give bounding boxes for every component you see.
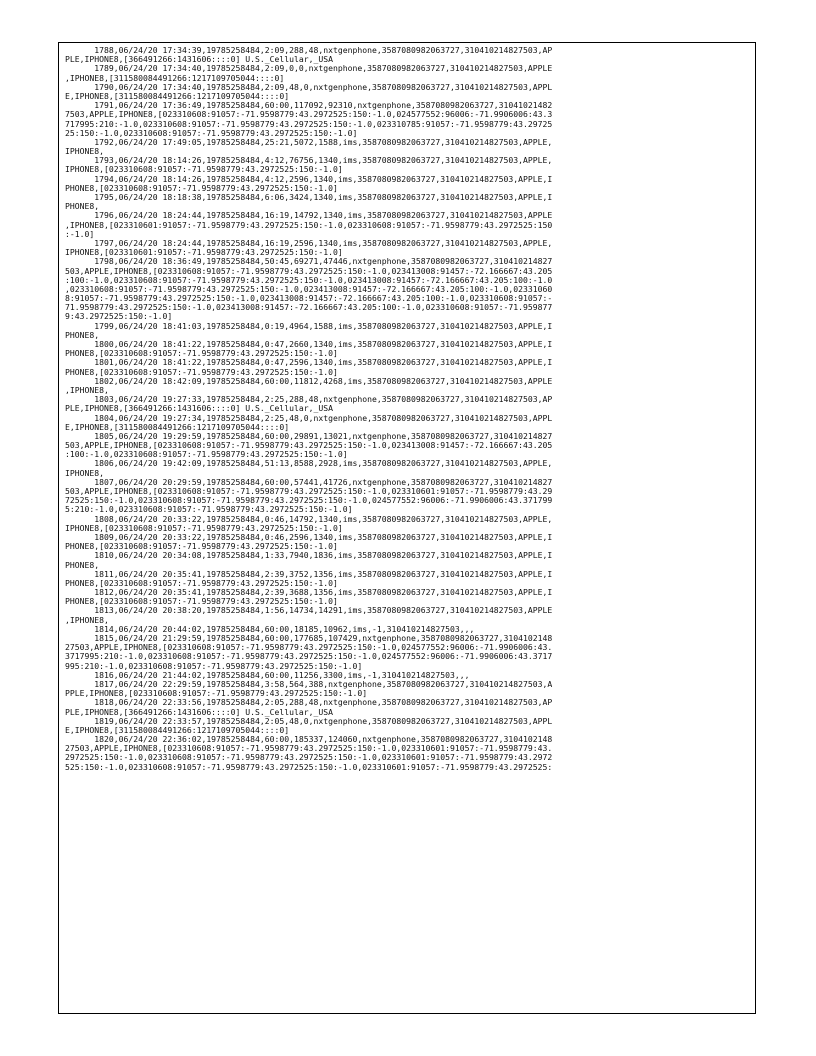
record-line: IPHONE8,[023310601:91057:-71.9598779:43.2972525:150:-1.0] [65,248,343,258]
record-line: 1806,06/24/20 19:42:09,19785258484,51:13,8588,2928,ims,3587080982063727,310410214827503,APPLE, [65,459,553,469]
record-line: 1812,06/24/20 20:35:41,19785258484,2:39,3688,1356,ims,3587080982063727,310410214827503,APPLE,I [65,588,553,598]
record-line: ,IPHONE8,[023310601:91057:-71.9598779:43.2972525:150:-1.0,023310608:91057:-71.9598779:43.2972525:150 [65,220,553,230]
record-line: 9:43.2972525:150:-1.0] [65,312,173,322]
record-line: 1817,06/24/20 22:29:59,19785258484,3:58,564,388,nxtgenphone,3587080982063727,310410214827503,A [65,679,553,689]
record-line: PHONE8, [65,202,100,212]
record-line: PHONE8,[023310608:91057:-71.9598779:43.2972525:150:-1.0] [65,183,338,193]
record-line: 2972525:150:-1.0,023310608:91057:-71.9598779:43.2972525:150:-1.0,023310601:91057:-71.9598779:43.2972 [65,753,553,763]
record-line: 1804,06/24/20 19:27:34,19785258484,2:25,48,0,nxtgenphone,3587080982063727,310410214827503,APPL [65,413,553,423]
record-line: PHONE8, [65,560,100,570]
record-line: 717995:210:-1.0,023310608:91057:-71.9598779:43.2972525:150:-1.0,023310785:91057:-71.9598779:43.29725 [65,119,553,129]
record-line: 1789,06/24/20 17:34:40,19785258484,2:09,0,0,nxtgenphone,3587080982063727,310410214827503,APPLE [65,64,553,74]
record-line: 1801,06/24/20 18:41:22,19785258484,0:47,2596,1340,ims,3587080982063727,310410214827503,APPLE,I [65,358,553,368]
record-line: 525:150:-1.0,023310608:91057:-71.9598779:43.2972525:150:-1.0,023310601:91057:-71.9598779:43.2972525: [65,762,553,772]
record-line: 1807,06/24/20 20:29:59,19785258484,60:00,57441,41726,nxtgenphone,3587080982063727,310410214827 [65,477,553,487]
record-line: :100:-1.0,023310608:91057:-71.9598779:43.2972525:150:-1.0,023413008:91457:-72.166667:43.205:100:-1.0 [65,275,553,285]
record-line: 1810,06/24/20 20:34:08,19785258484,1:33,7940,1836,ims,3587080982063727,310410214827503,APPLE,I [65,551,553,561]
record-line: 995:210:-1.0,023310608:91057:-71.9598779:43.2972525:150:-1.0] [65,661,363,671]
record-line: 503,APPLE,IPHONE8,[023310608:91057:-71.9598779:43.2972525:150:-1.0,023413008:91457:-72.166667:43.205 [65,266,553,276]
record-line: 25:150:-1.0,023310608:91057:-71.9598779:43.2972525:150:-1.0] [65,128,358,138]
record-line: 1791,06/24/20 17:36:49,19785258484,60:00,117092,92310,nxtgenphone,3587080982063727,31041021482 [65,101,553,111]
record-line: 1820,06/24/20 22:36:02,19785258484,60:00,185337,124060,nxtgenphone,3587080982063727,3104102148 [65,735,553,745]
record-line: 1794,06/24/20 18:14:26,19785258484,4:12,2596,1340,ims,3587080982063727,310410214827503,APPLE,I [65,174,553,184]
record-line: 1797,06/24/20 18:24:44,19785258484,16:19,2596,1340,ims,3587080982063727,310410214827503,APPLE, [65,238,553,248]
record-line: PLE,IPHONE8,[366491266:1431606::::0] U.S._Cellular,_USA [65,707,334,717]
record-line: 1788,06/24/20 17:34:39,19785258484,2:09,288,48,nxtgenphone,3587080982063727,310410214827503,AP [65,46,553,55]
record-line: PLE,IPHONE8,[366491266:1431606::::0] U.S._Cellular,_USA [65,404,334,414]
record-line: 1805,06/24/20 19:29:59,19785258484,60:00,29891,13021,nxtgenphone,3587080982063727,310410214827 [65,431,553,441]
record-line: E,IPHONE8,[311580084491266:1217109705044::::0] [65,422,290,432]
record-line: IPHONE8,[023310608:91057:-71.9598779:43.2972525:150:-1.0] [65,523,343,533]
record-line: E,IPHONE8,[311580084491266:1217109705044::::0] [65,91,290,101]
record-line: 1790,06/24/20 17:34:40,19785258484,2:09,48,0,nxtgenphone,3587080982063727,310410214827503,APPL [65,82,553,92]
record-line: ,IPHONE8,[311580084491266:1217109705044::::0] [65,73,285,83]
record-line: IPHONE8,[023310608:91057:-71.9598779:43.2972525:150:-1.0] [65,165,343,175]
record-line: 71.9598779:43.2972525:150:-1.0,023413008:91457:-72.166667:43.205:100:-1.0,023310608:91057:-71.959877 [65,303,553,313]
record-line: 7503,APPLE,IPHONE8,[023310608:91057:-71.9598779:43.2972525:150:-1.0,024577552:96006:-71.9906006:43.3 [65,110,553,120]
record-line: 1793,06/24/20 18:14:26,19785258484,4:12,76756,1340,ims,3587080982063727,310410214827503,APPLE, [65,156,553,166]
record-line: 1803,06/24/20 19:27:33,19785258484,2:25,288,48,nxtgenphone,3587080982063727,310410214827503,AP [65,395,553,405]
record-line: PHONE8, [65,330,100,340]
record-line: ,IPHONE8, [65,385,109,395]
record-line: 503,APPLE,IPHONE8,[023310608:91057:-71.9598779:43.2972525:150:-1.0,023310601:91057:-71.9598779:43.29 [65,487,553,496]
record-line: PPLE,IPHONE8,[023310608:91057:-71.9598779:43.2972525:150:-1.0] [65,689,368,699]
record-line: :100:-1.0,023310608:91057:-71.9598779:43.2972525:150:-1.0] [65,450,348,460]
record-line: 1819,06/24/20 22:33:57,19785258484,2:05,48,0,nxtgenphone,3587080982063727,310410214827503,APPL [65,716,553,726]
record-text [65,46,749,772]
record-line: PHONE8,[023310608:91057:-71.9598779:43.2972525:150:-1.0] [65,597,338,607]
record-line: IPHONE8, [65,468,104,478]
record-line: 1795,06/24/20 18:18:38,19785258484,6:06,3424,1340,ims,3587080982063727,310410214827503,APPLE,I [65,193,553,202]
record-line: 27503,APPLE,IPHONE8,[023310608:91057:-71.9598779:43.2972525:150:-1.0,023310601:91057:-71.9598779:43. [65,744,553,754]
record-line: 1818,06/24/20 22:33:56,19785258484,2:05,288,48,nxtgenphone,3587080982063727,310410214827503,AP [65,698,553,708]
record-line: E,IPHONE8,[311580084491266:1217109705044::::0] [65,725,290,735]
record-line: 1792,06/24/20 17:49:05,19785258484,25:21,5072,1588,ims,3587080982063727,310410214827503,APPLE, [65,137,553,147]
record-line: 1796,06/24/20 18:24:44,19785258484,16:19,14792,1340,ims,3587080982063727,310410214827503,APPLE [65,211,553,221]
record-line: 1813,06/24/20 20:38:20,19785258484,1:56,14734,14291,ims,3587080982063727,310410214827503,APPLE [65,606,553,616]
record-line: 1802,06/24/20 18:42:09,19785258484,60:00,11812,4268,ims,3587080982063727,310410214827503,APPLE [65,376,553,386]
record-line: 1814,06/24/20 20:44:02,19785258484,60:00,18185,10962,ims,-1,310410214827503,,, [65,624,475,634]
record-line: 1811,06/24/20 20:35:41,19785258484,2:39,3752,1356,ims,3587080982063727,310410214827503,APPLE,I [65,569,553,579]
record-line: :-1.0] [65,229,95,239]
record-line: 503,APPLE,IPHONE8,[023310608:91057:-71.9598779:43.2972525:150:-1.0,023413008:91457:-72.166667:43.205 [65,441,553,451]
record-line: ,IPHONE8, [65,615,109,625]
record-line: 3717995:210:-1.0,023310608:91057:-71.9598779:43.2972525:150:-1.0,024577552:96006:-71.9906006:43.3717 [65,652,553,662]
record-frame [58,42,756,1014]
record-line: ,023310608:91057:-71.9598779:43.2972525:150:-1.0,023413008:91457:-72.166667:43.205:100:-1.0,02331060 [65,284,553,294]
record-line: PHONE8,[023310608:91057:-71.9598779:43.2972525:150:-1.0] [65,367,338,377]
record-line: 1815,06/24/20 21:29:59,19785258484,60:00,177685,107429,nxtgenphone,358708098206372​7,3104102148 [65,634,553,643]
record-line: 72525:150:-1.0,023310608:91057:-71.9598779:43.2972525:150:-1.0,024577552:96006:-71.9906006:43.371799 [65,496,553,506]
record-line: PHONE8,[023310608:91057:-71.9598779:43.2972525:150:-1.0] [65,578,338,588]
record-line: 27503,APPLE,IPHONE8,[023310608:91057:-71.9598779:43.2972525:150:-1.0,024577552:96006:-71.9906006:43. [65,643,553,653]
record-line: 8:91057:-71.9598779:43.2972525:150:-1.0,023413008:91457:-72.166667:43.205:100:-1.0,023310608:91057:- [65,294,553,304]
record-line: 1809,06/24/20 20:33:22,19785258484,0:46,2596,1340,ims,3587080982063727,310410214827503,APPLE,I [65,532,553,542]
record-line: IPHONE8, [65,147,104,157]
record-line: 1808,06/24/20 20:33:22,19785258484,0:46,14792,1340,ims,3587080982063727,310410214827503,APPLE, [65,514,553,524]
record-line: 1798,06/24/20 18:36:49,19785258484,50:45,69271,47446,nxtgenphone,3587080982063727,310410214827 [65,257,553,267]
record-line: 1799,06/24/20 18:41:03,19785258484,0:19,4964,1588,ims,3587080982063727,310410214827503,APPLE,I [65,321,553,331]
record-line: PLE,IPHONE8,[366491266:1431606::::0] U.S._Cellular,_USA [65,55,334,65]
record-line: 1816,06/24/20 21:44:02,19785258484,60:00,11256,3300,ims,-1,310410214827503,,, [65,670,470,680]
record-line: 1800,06/24/20 18:41:22,19785258484,0:47,2660,1340,ims,3587080982063727,310410214827503,APPLE,I [65,340,553,349]
record-line: 5:210:-1.0,023310608:91057:-71.9598779:43.2972525:150:-1.0] [65,505,353,515]
record-line: PHONE8,[023310608:91057:-71.9598779:43.2972525:150:-1.0] [65,349,338,359]
record-line: PHONE8,[023310608:91057:-71.9598779:43.2972525:150:-1.0] [65,542,338,552]
